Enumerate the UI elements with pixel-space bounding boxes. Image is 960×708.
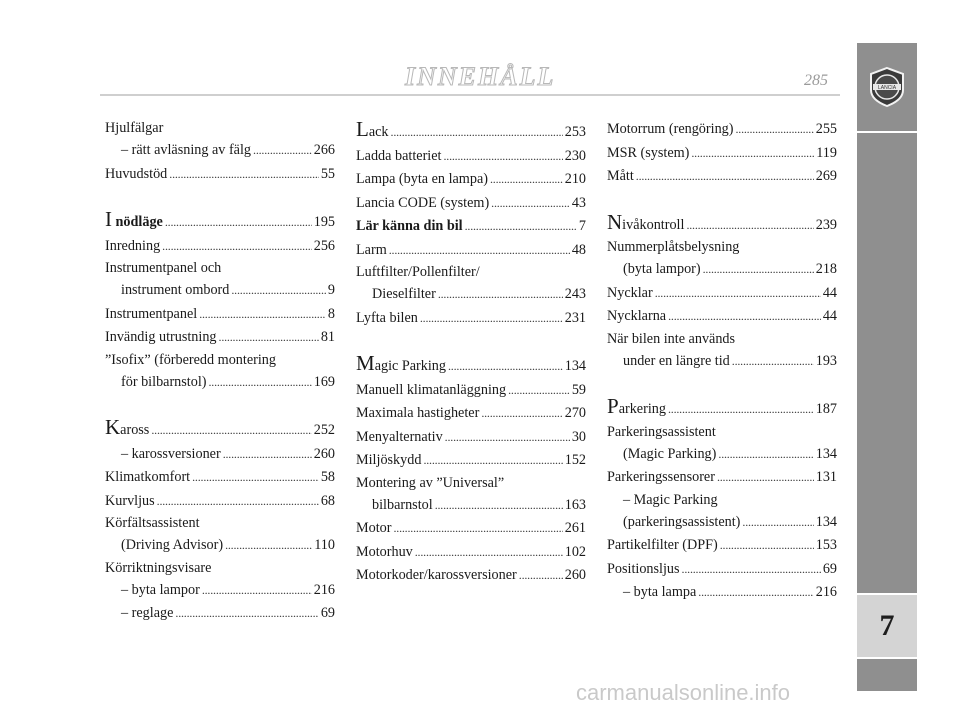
index-section-heading[interactable]: Magic Parking . . . 134: [356, 352, 586, 379]
index-entry: Körfältsassistent: [105, 515, 200, 531]
index-entry[interactable]: (byta lampor) . . . 218: [607, 258, 837, 282]
index-section-heading[interactable]: Nivåkontroll . . . 239: [607, 211, 837, 238]
index-entry[interactable]: Manuell klimatanläggning . . . 59: [356, 379, 586, 403]
index-entry[interactable]: Positionsljus . . . 69: [607, 558, 837, 582]
index-entry[interactable]: Kurvljus . . . 68: [105, 490, 335, 514]
index-section-heading[interactable]: I nödläge . . . 195: [105, 208, 335, 235]
svg-text:LANCIA: LANCIA: [877, 85, 897, 91]
index-entry[interactable]: Lyfta bilen . . . 231: [356, 307, 586, 331]
index-entry[interactable]: Miljöskydd . . . 152: [356, 449, 586, 473]
index-entry[interactable]: Motor . . . 261: [356, 517, 586, 541]
chapter-tab-strip: [857, 43, 917, 691]
index-entry[interactable]: Invändig utrustning . . . 81: [105, 326, 335, 350]
index-entry[interactable]: under en längre tid . . . 193: [607, 350, 837, 374]
index-entry[interactable]: (Driving Advisor) . . . 110: [105, 534, 335, 558]
index-entry[interactable]: Lampa (byta en lampa) . . . 210: [356, 168, 586, 192]
header-divider: [100, 94, 840, 96]
index-entry[interactable]: Motorrum (rengöring) . . . 255: [607, 118, 837, 142]
tab-spacer: [857, 133, 917, 593]
index-section-heading[interactable]: Lack . . . 253: [356, 118, 586, 145]
page-number: 285: [804, 72, 828, 89]
index-entry[interactable]: MSR (system) . . . 119: [607, 142, 837, 166]
index-entry[interactable]: Maximala hastigheter . . . 270: [356, 402, 586, 426]
index-entry[interactable]: (parkeringsassistent) . . . 134: [607, 511, 837, 535]
index-entry[interactable]: Dieselfilter . . . 243: [356, 283, 586, 307]
index-entry[interactable]: Mått . . . 269: [607, 165, 837, 189]
index-column-2: [356, 118, 586, 588]
index-entry[interactable]: – byta lampor . . . 216: [105, 579, 335, 603]
index-entry[interactable]: (Magic Parking) . . . 134: [607, 443, 837, 467]
index-entry[interactable]: Inredning . . . 256: [105, 235, 335, 259]
watermark: carmanualsonline.info: [576, 680, 791, 705]
index-entry[interactable]: Klimatkomfort . . . 58: [105, 466, 335, 490]
index-entry[interactable]: Parkeringssensorer . . . 131: [607, 466, 837, 490]
index-section-heading[interactable]: Parkering . . . 187: [607, 395, 837, 422]
index-entry: Körriktningsvisare: [105, 559, 212, 576]
index-column-3: [607, 118, 837, 605]
index-column-1: [105, 118, 335, 626]
index-entry[interactable]: Partikelfilter (DPF) . . . 153: [607, 534, 837, 558]
lancia-logo-icon: [867, 66, 907, 108]
index-entry: ”Isofix” (förberedd montering: [105, 351, 276, 368]
tab-bottom: [857, 659, 917, 691]
page-title: INNEHÅLL: [405, 62, 556, 91]
index-entry: Parkeringsassistent: [607, 423, 716, 440]
index-entry: Hjulfälgar: [105, 120, 164, 136]
index-entry[interactable]: Instrumentpanel . . . 8: [105, 303, 335, 327]
index-entry[interactable]: Motorkoder/karossversioner . . . 260: [356, 564, 586, 588]
index-entry[interactable]: Huvudstöd . . . 55: [105, 163, 335, 187]
index-entry: När bilen inte används: [607, 330, 736, 347]
logo-box: [857, 43, 917, 131]
index-entry[interactable]: Nycklarna . . . 44: [607, 305, 837, 329]
index-entry[interactable]: Ladda batteriet . . . 230: [356, 145, 586, 169]
index-entry[interactable]: instrument ombord . . . 9: [105, 279, 335, 303]
index-entry[interactable]: Menyalternativ . . . 30: [356, 426, 586, 450]
index-entry: Montering av ”Universal”: [356, 474, 505, 491]
index-entry[interactable]: bilbarnstol . . . 163: [356, 494, 586, 518]
index-entry[interactable]: – reglage . . . 69: [105, 602, 335, 626]
index-entry[interactable]: Lär känna din bil . . . 7: [356, 215, 586, 239]
index-entry: Nummerplåtsbelysning: [607, 239, 740, 255]
index-entry: Instrumentpanel och: [105, 260, 222, 276]
index-entry[interactable]: Motorhuv . . . 102: [356, 541, 586, 565]
index-entry[interactable]: för bilbarnstol) . . . 169: [105, 371, 335, 395]
chapter-number[interactable]: 7: [857, 595, 917, 657]
index-entry[interactable]: – karossversioner . . . 260: [105, 443, 335, 467]
index-entry[interactable]: Lancia CODE (system) . . . 43: [356, 192, 586, 216]
index-entry[interactable]: – rätt avläsning av fälg . . . 266: [105, 139, 335, 163]
index-entry: Luftfilter/Pollenfilter/: [356, 264, 480, 280]
index-entry[interactable]: Nycklar . . . 44: [607, 282, 837, 306]
index-section-heading[interactable]: Kaross . . . 252: [105, 416, 335, 443]
index-entry[interactable]: Larm . . . 48: [356, 239, 586, 263]
index-entry: – Magic Parking: [623, 491, 718, 508]
index-entry[interactable]: – byta lampa . . . 216: [607, 581, 837, 605]
